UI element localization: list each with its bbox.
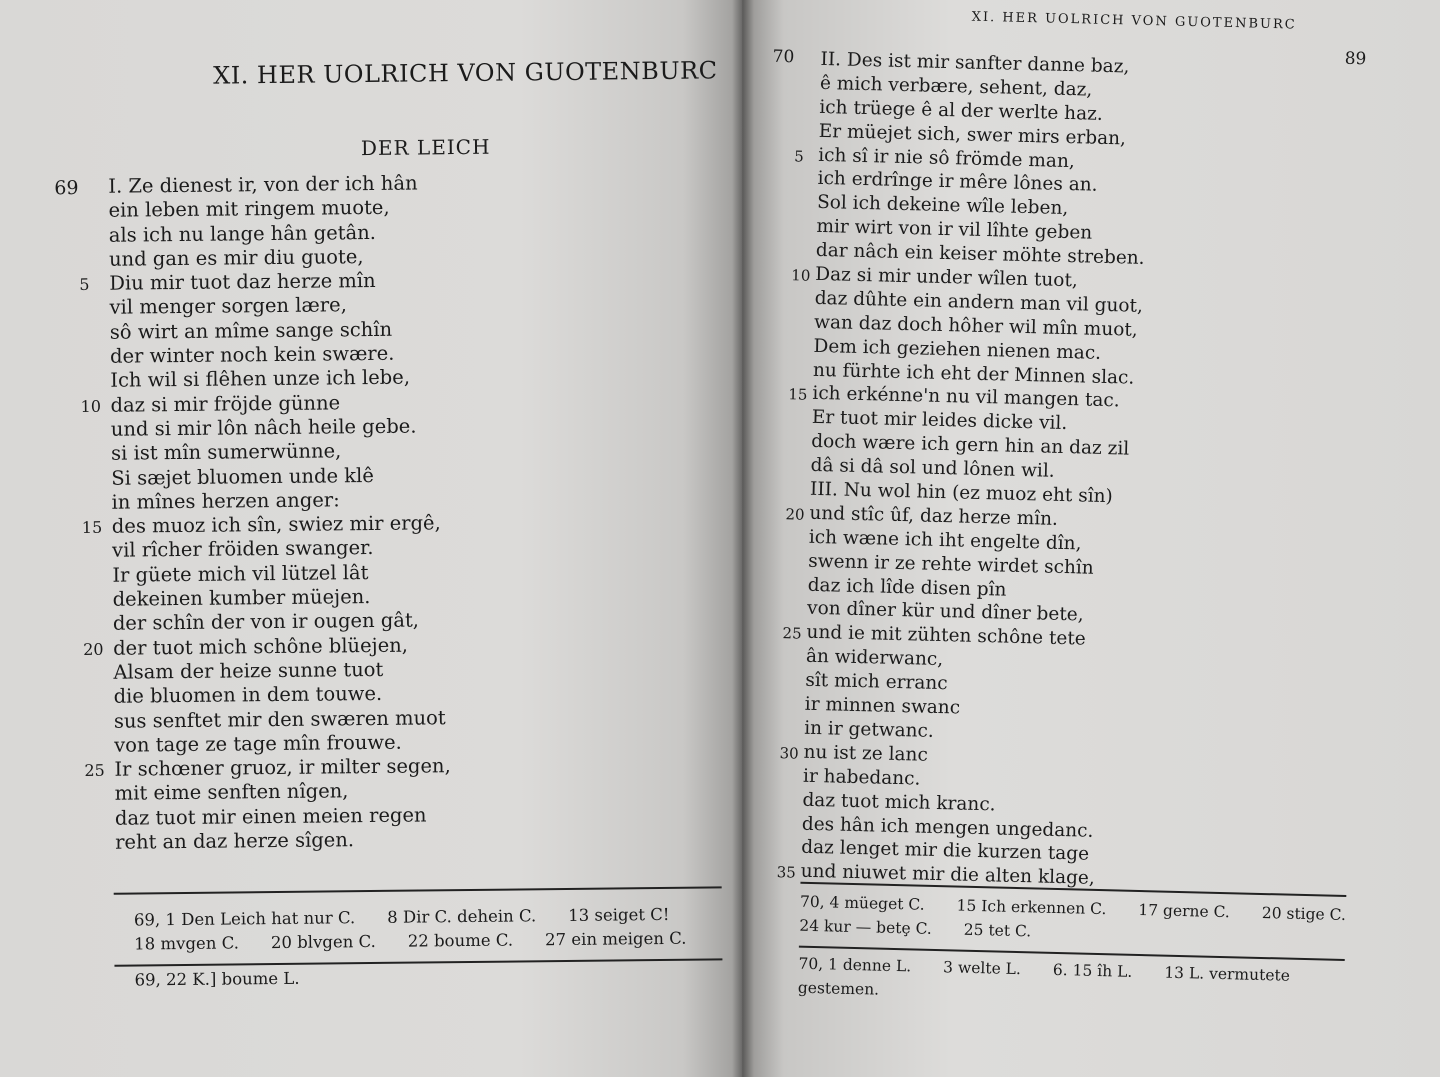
line-number: 35	[776, 863, 797, 882]
verse-text: ich erkénne'n nu vil mangen tac.	[812, 383, 1120, 412]
critical-apparatus	[134, 902, 719, 956]
verse-line	[114, 730, 451, 758]
verse-text: ich sî ir nie sô frömde man,	[817, 144, 1076, 172]
line-number: 30	[779, 743, 799, 763]
verse-line	[115, 779, 452, 807]
verse-line	[84, 754, 451, 782]
verse-line	[108, 196, 445, 224]
verse-text: des muoz ich sîn, swiez mir ergê,	[111, 511, 441, 538]
verse-line	[110, 366, 447, 394]
verse-text: daz lenget mir die kurzen tage	[801, 837, 1090, 866]
apparatus-entry: 69, 1 Den Leich hat nur C.	[133, 908, 356, 930]
verse-text: ich wæne ich iht engelte dîn,	[808, 526, 1082, 555]
verse-line	[109, 220, 446, 248]
apparatus-entry: 17 gerne C.	[1138, 900, 1231, 922]
verse-text: ich erdrînge ir mêre lônes an.	[817, 168, 1098, 197]
verse-line	[111, 487, 448, 515]
verse-text: ân widerwanc,	[805, 646, 944, 671]
verse-text: doch wære ich gern hin an daz zil	[810, 431, 1130, 460]
line-number: 15	[788, 385, 808, 405]
verse-text: der winter noch kein swære.	[109, 341, 395, 368]
verse-text: dâ si dâ sol und lônen wil.	[810, 454, 1055, 482]
verse-text: swenn ir ze rehte wirdet schîn	[808, 550, 1094, 579]
verse-text: in ir getwanc.	[803, 717, 935, 742]
line-number: 25	[782, 624, 802, 644]
verse-text: der schîn der von ir ougen gât,	[112, 608, 420, 636]
verse-text: von dîner kür und dîner bete,	[806, 598, 1084, 627]
verse-text: mir wirt von ir vil lîhte geben	[816, 216, 1093, 244]
verse-text: si ist mîn sumerwünne,	[110, 439, 342, 465]
verse-text: daz dûhte ein andern man vil guot,	[814, 287, 1144, 317]
editorial-apparatus	[798, 952, 1323, 1013]
verse-text: dar nâch ein keiser möhte streben.	[815, 240, 1145, 270]
verse-text: ir habedanc.	[802, 765, 921, 790]
editorial-apparatus	[134, 967, 299, 993]
verse-text: und niuwet mir die alten klage,	[800, 860, 1096, 890]
verse-text: daz tuot mir einen meien regen	[114, 803, 427, 830]
verse-line	[110, 341, 447, 369]
verse-text: der tuot mich schône blüejen,	[113, 633, 409, 660]
apparatus-entry: 20 blvgen C.	[270, 931, 376, 953]
verse-line	[110, 317, 447, 345]
apparatus-entry: 25 tet C.	[963, 920, 1032, 941]
verse-text: Ich wil si flêhen unze ich lebe,	[110, 365, 411, 393]
verse-line	[111, 438, 448, 466]
verse-text: daz tuot mich kranc.	[802, 789, 996, 816]
verse-text: sô wirt an mîme sange schîn	[109, 317, 393, 344]
verse-text: Dem ich geziehen nienen mac.	[813, 335, 1102, 364]
verse-text: wan daz doch hôher wil mîn muot,	[813, 311, 1138, 341]
verse-line	[111, 414, 448, 442]
line-number: 5	[793, 146, 804, 166]
apparatus-entry: 20 stige C.	[1261, 903, 1347, 925]
line-number: 10	[791, 266, 811, 285]
apparatus-entry: 27 ein meigen C.	[545, 928, 687, 950]
verse-text: ir minnen swanc	[804, 693, 961, 719]
verse-line	[79, 268, 446, 296]
verse-line	[108, 171, 445, 199]
book-gutter	[732, 0, 754, 1077]
verse-text: sît mich erranc	[805, 669, 948, 695]
verse-text: Er müejet sich, swer mirs erban,	[818, 120, 1127, 150]
apparatus-line: gestemen.	[797, 978, 880, 999]
apparatus-entry: 70, 4 müeget C.	[799, 892, 925, 914]
verse-text: II. Des ist mir sanfter danne baz,	[820, 48, 1130, 78]
verse-text: dekeinen kumber müejen.	[112, 585, 371, 611]
verse-text: und si mir lôn nâch heile gebe.	[110, 414, 417, 441]
verse-text: daz ich lîde disen pîn	[807, 574, 1007, 601]
verse-text: Ir güete mich vil lützel lât	[112, 560, 369, 587]
verse-text: und gan es mir diu guote,	[108, 244, 364, 271]
verse-text: ein leben mit ringem muote,	[108, 196, 390, 223]
verse-line	[113, 584, 450, 612]
apparatus-line	[134, 926, 718, 956]
verse-line	[112, 536, 449, 564]
verse-line	[111, 463, 448, 491]
apparatus-entry: 24 kur — betȩ C.	[799, 916, 933, 938]
verse-text: als ich nu lange hân getân.	[108, 220, 377, 247]
apparatus-entry: 18 mvgen C.	[134, 933, 240, 954]
verse-text: Si sæjet bluomen unde klê	[111, 463, 374, 490]
verse-line	[109, 244, 446, 272]
apparatus-line: 69, 22 K.] boume L.	[134, 968, 300, 990]
verse-text: Alsam der heize sunne tuot	[113, 657, 384, 684]
line-number: 20	[83, 639, 104, 659]
running-head: XI. HER UOLRICH VON GUOTENBURC	[971, 9, 1297, 33]
verse-text: und ie mit zühten schône tete	[806, 622, 1086, 650]
line-number: 10	[80, 396, 102, 416]
verse-text: sus senftet mir den swæren muot	[113, 705, 446, 733]
verse-text: Daz si mir under wîlen tuot,	[815, 263, 1079, 292]
verse-text: nu ist ze lanc	[803, 741, 929, 766]
apparatus-entry: 15 Ich erkennen C.	[956, 896, 1107, 919]
verse-line	[109, 293, 446, 321]
line-number: 5	[79, 275, 90, 295]
verse-text: I. Ze dienest ir, von der ich hân	[108, 171, 418, 198]
verse-line	[83, 633, 450, 661]
verse-text: Diu mir tuot daz herze mîn	[109, 269, 376, 295]
verse-text: die bluomen in dem touwe.	[113, 682, 383, 708]
verse-text: mit eime senften nîgen,	[114, 779, 349, 806]
verse-text: und stîc ûf, daz herze mîn.	[809, 502, 1059, 530]
apparatus-rule	[114, 958, 722, 966]
verse-text: Sol ich dekeine wîle leben,	[816, 192, 1069, 220]
verse-line	[113, 657, 450, 685]
source-page-marker: 69	[54, 177, 79, 200]
verse-text: von tage ze tage mîn frouwe.	[114, 730, 402, 757]
page-title: XI. HER UOLRICH VON GUOTENBURC	[212, 56, 718, 90]
verse-line	[80, 390, 447, 418]
verse-text: Ir schœner gruoz, ir milter segen,	[114, 754, 451, 781]
apparatus-entry: 70, 1 denne L.	[798, 954, 912, 976]
critical-apparatus	[799, 890, 1378, 952]
verse-line	[81, 511, 449, 539]
line-number: 25	[84, 760, 105, 781]
apparatus-entry: 13 L. vermutete	[1164, 963, 1291, 985]
verse-line	[112, 560, 449, 588]
verse-text: nu fürhte ich eht der Minnen slac.	[812, 359, 1135, 389]
verse-line	[113, 609, 450, 637]
source-page-marker: 70	[772, 46, 795, 68]
apparatus-entry: 6. 15 îh L.	[1052, 960, 1133, 981]
apparatus-entry: 22 boume C.	[407, 930, 514, 951]
right-page	[742, 0, 1440, 1077]
verse-text: reht an daz herze sîgen.	[115, 828, 355, 854]
verse-line	[115, 803, 452, 831]
verse-text: vil menger sorgen lære,	[109, 293, 347, 320]
verse-line	[114, 681, 451, 709]
verse-text: des hân ich mengen ungedanc.	[801, 813, 1094, 842]
verse-text: III. Nu wol hin (ez muoz eht sîn)	[809, 478, 1114, 508]
line-number: 20	[785, 505, 805, 524]
verse-text: Er tuot mir leides dicke vil.	[811, 407, 1068, 435]
verse-line	[115, 827, 452, 855]
line-number: 15	[81, 517, 103, 538]
verse-text: vil rîcher fröiden swanger.	[111, 536, 374, 563]
apparatus-entry: 3 welte L.	[942, 958, 1022, 979]
verse-text: ich trüege ê al der werlte haz.	[819, 96, 1104, 125]
section-title: DER LEICH	[360, 134, 491, 161]
verse-text: in mînes herzen anger:	[111, 488, 340, 514]
verse-line	[114, 706, 451, 734]
apparatus-rule	[114, 886, 722, 894]
page-number: 89	[1344, 48, 1367, 70]
apparatus-entry: 13 seiget C!	[568, 904, 670, 925]
verse-text: ê mich verbære, sehent, daz,	[819, 72, 1093, 101]
verse-text: daz si mir fröjde günne	[110, 390, 341, 417]
verse-list	[79, 171, 451, 855]
apparatus-entry: 8 Dir C. dehein C.	[387, 906, 537, 927]
